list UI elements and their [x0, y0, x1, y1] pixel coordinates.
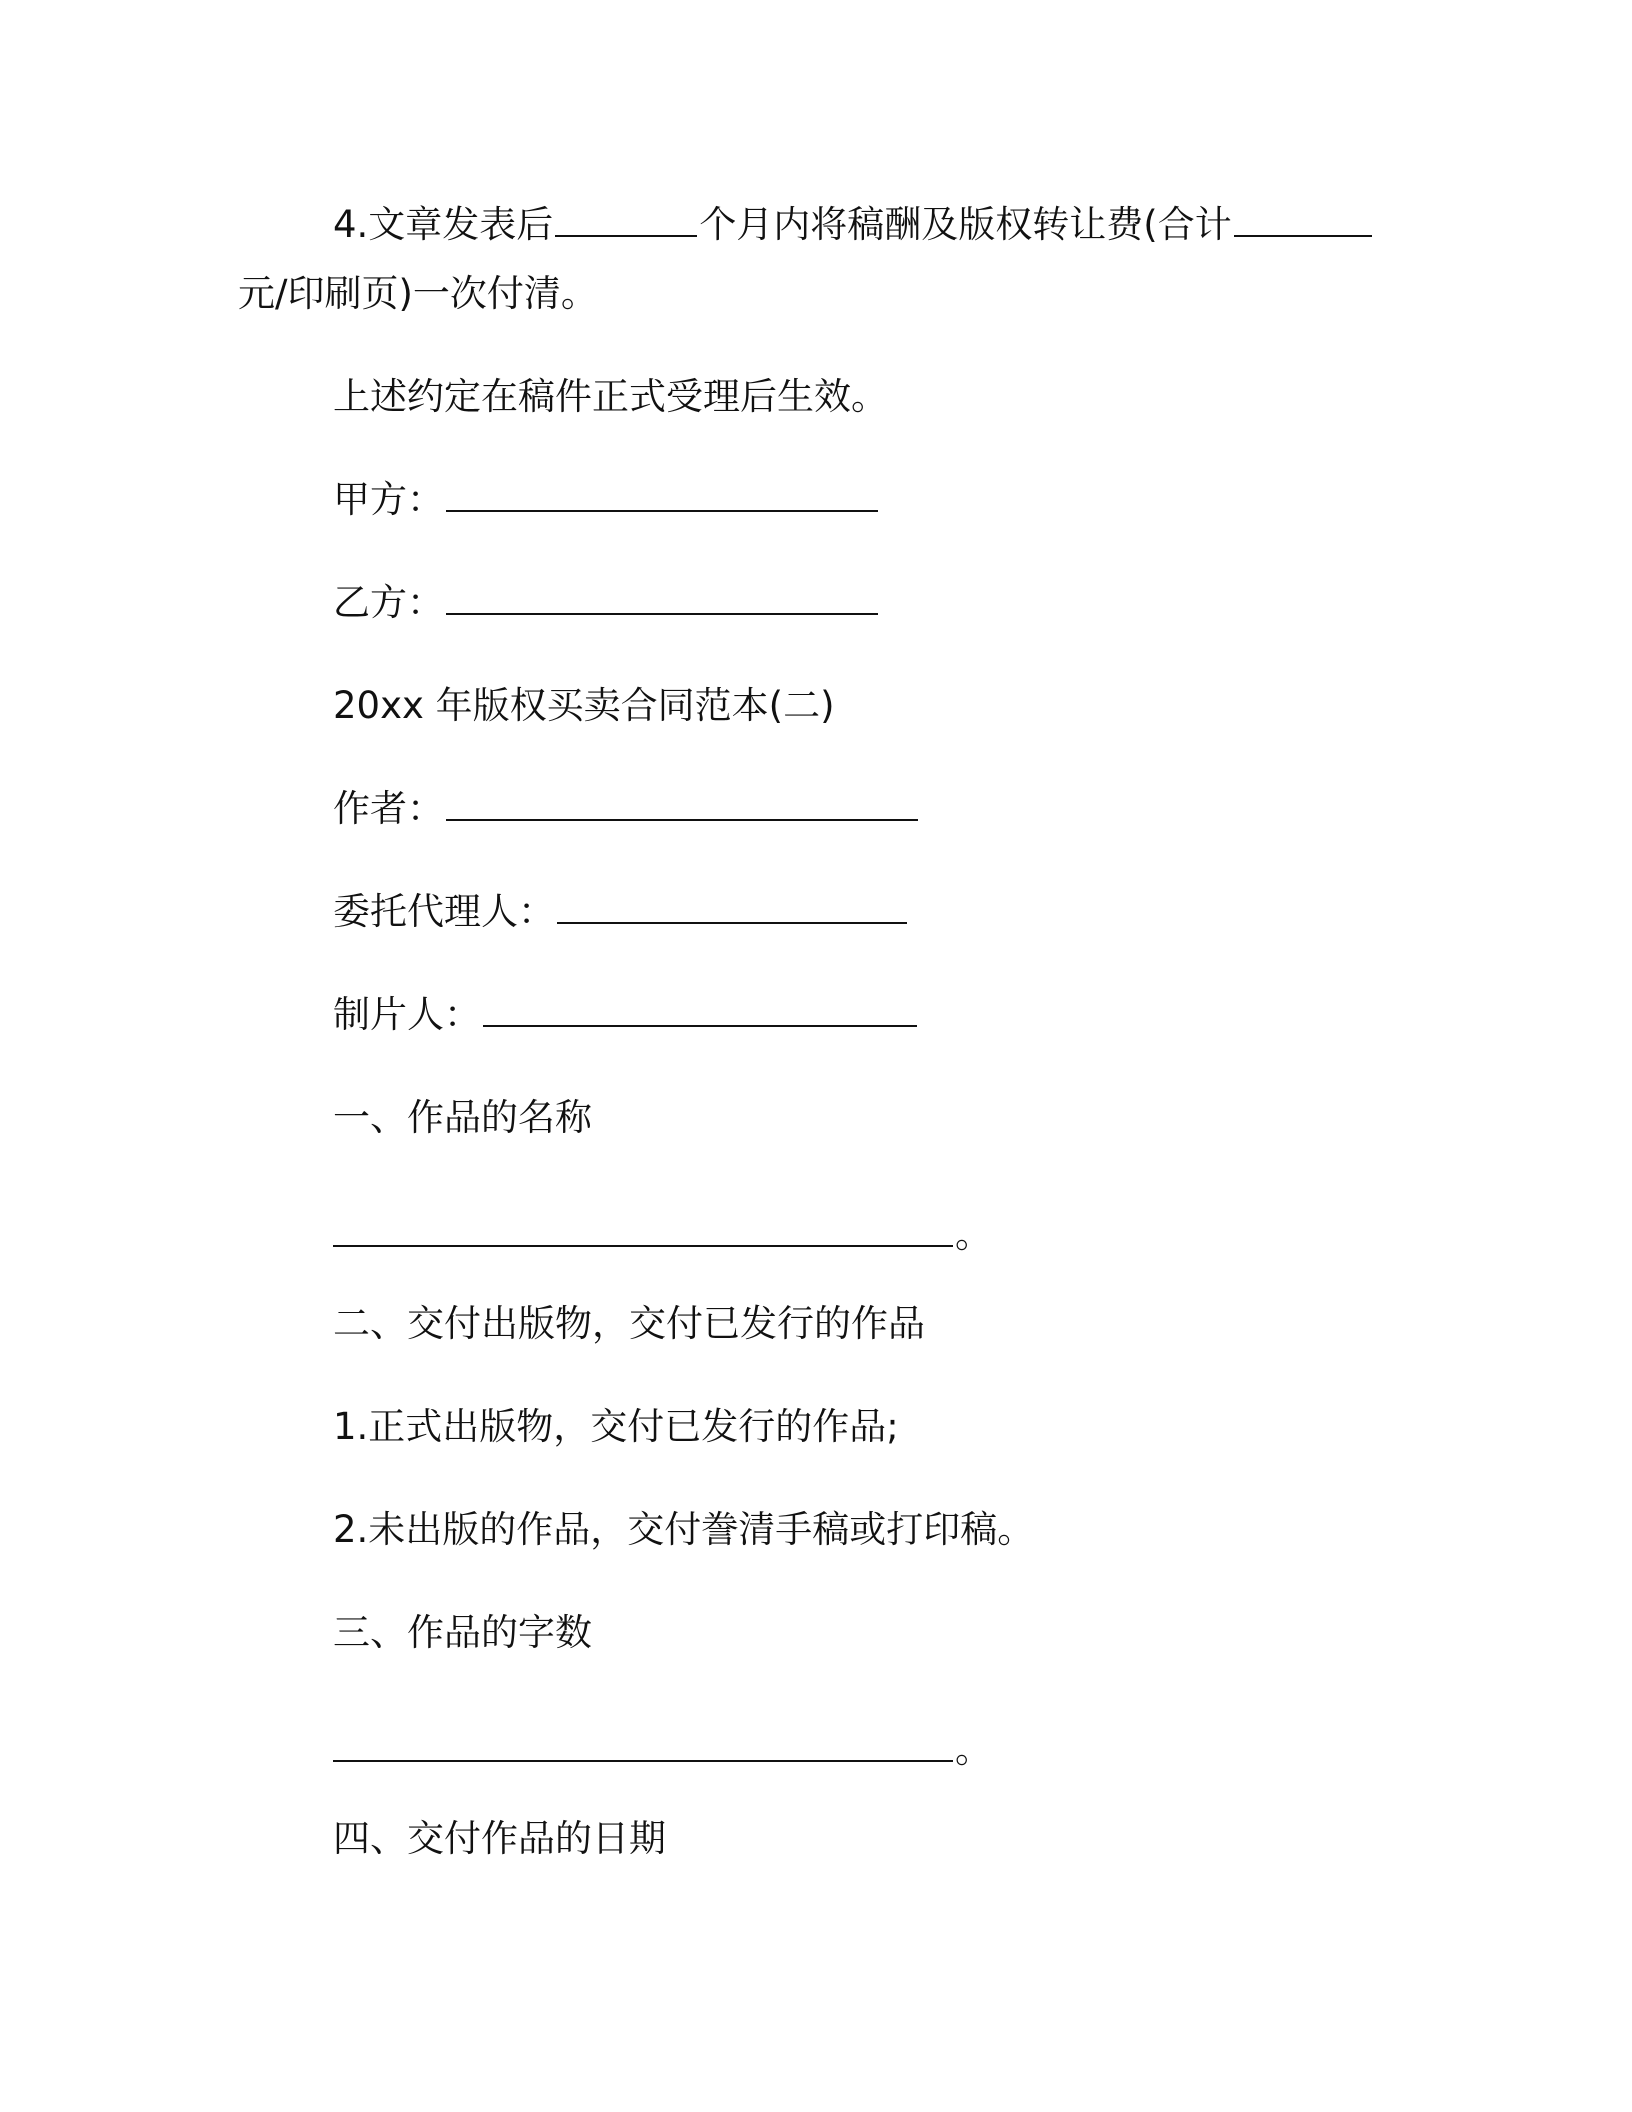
payment-clause-middle: 个月内将稿酬及版权转让费(合计 — [699, 203, 1232, 246]
payment-clause-line1 — [333, 201, 1374, 249]
amount-blank[interactable] — [1234, 201, 1372, 237]
section-1-heading: 一、作品的名称 — [333, 1096, 592, 1139]
payment-clause-line2: 元/印刷页)一次付清。 — [238, 272, 598, 315]
word-count-period: 。 — [955, 1728, 992, 1771]
payment-clause-prefix: 4.文章发表后 — [333, 203, 554, 246]
word-count-blank[interactable] — [333, 1726, 953, 1762]
section-2-heading: 二、交付出版物，交付已发行的作品 — [333, 1302, 925, 1345]
section-3-heading: 三、作品的字数 — [333, 1611, 592, 1654]
contract-title-2: 20xx 年版权买卖合同范本(二) — [333, 684, 835, 727]
section-2-item-1: 1.正式出版物，交付已发行的作品; — [333, 1405, 899, 1448]
party-b-line — [333, 579, 880, 627]
party-a-label: 甲方： — [333, 478, 444, 521]
producer-label: 制片人： — [333, 993, 481, 1036]
agent-blank[interactable] — [557, 888, 907, 924]
party-a-line — [333, 476, 880, 524]
author-blank[interactable] — [446, 785, 918, 821]
author-label: 作者： — [333, 787, 444, 830]
party-b-label: 乙方： — [333, 581, 444, 624]
agent-label: 委托代理人： — [333, 890, 555, 933]
section-2-item-2: 2.未出版的作品，交付誊清手稿或打印稿。 — [333, 1508, 1035, 1551]
producer-line — [333, 991, 919, 1039]
months-blank[interactable] — [555, 201, 697, 237]
party-a-blank[interactable] — [446, 476, 878, 512]
work-title-line — [333, 1211, 992, 1259]
work-title-period: 。 — [955, 1213, 992, 1256]
section-4-heading: 四、交付作品的日期 — [333, 1817, 666, 1860]
effect-clause: 上述约定在稿件正式受理后生效。 — [333, 375, 888, 418]
agent-line — [333, 888, 909, 936]
author-line — [333, 785, 920, 833]
party-b-blank[interactable] — [446, 579, 878, 615]
work-title-blank[interactable] — [333, 1211, 953, 1247]
producer-blank[interactable] — [483, 991, 917, 1027]
word-count-line — [333, 1726, 992, 1774]
